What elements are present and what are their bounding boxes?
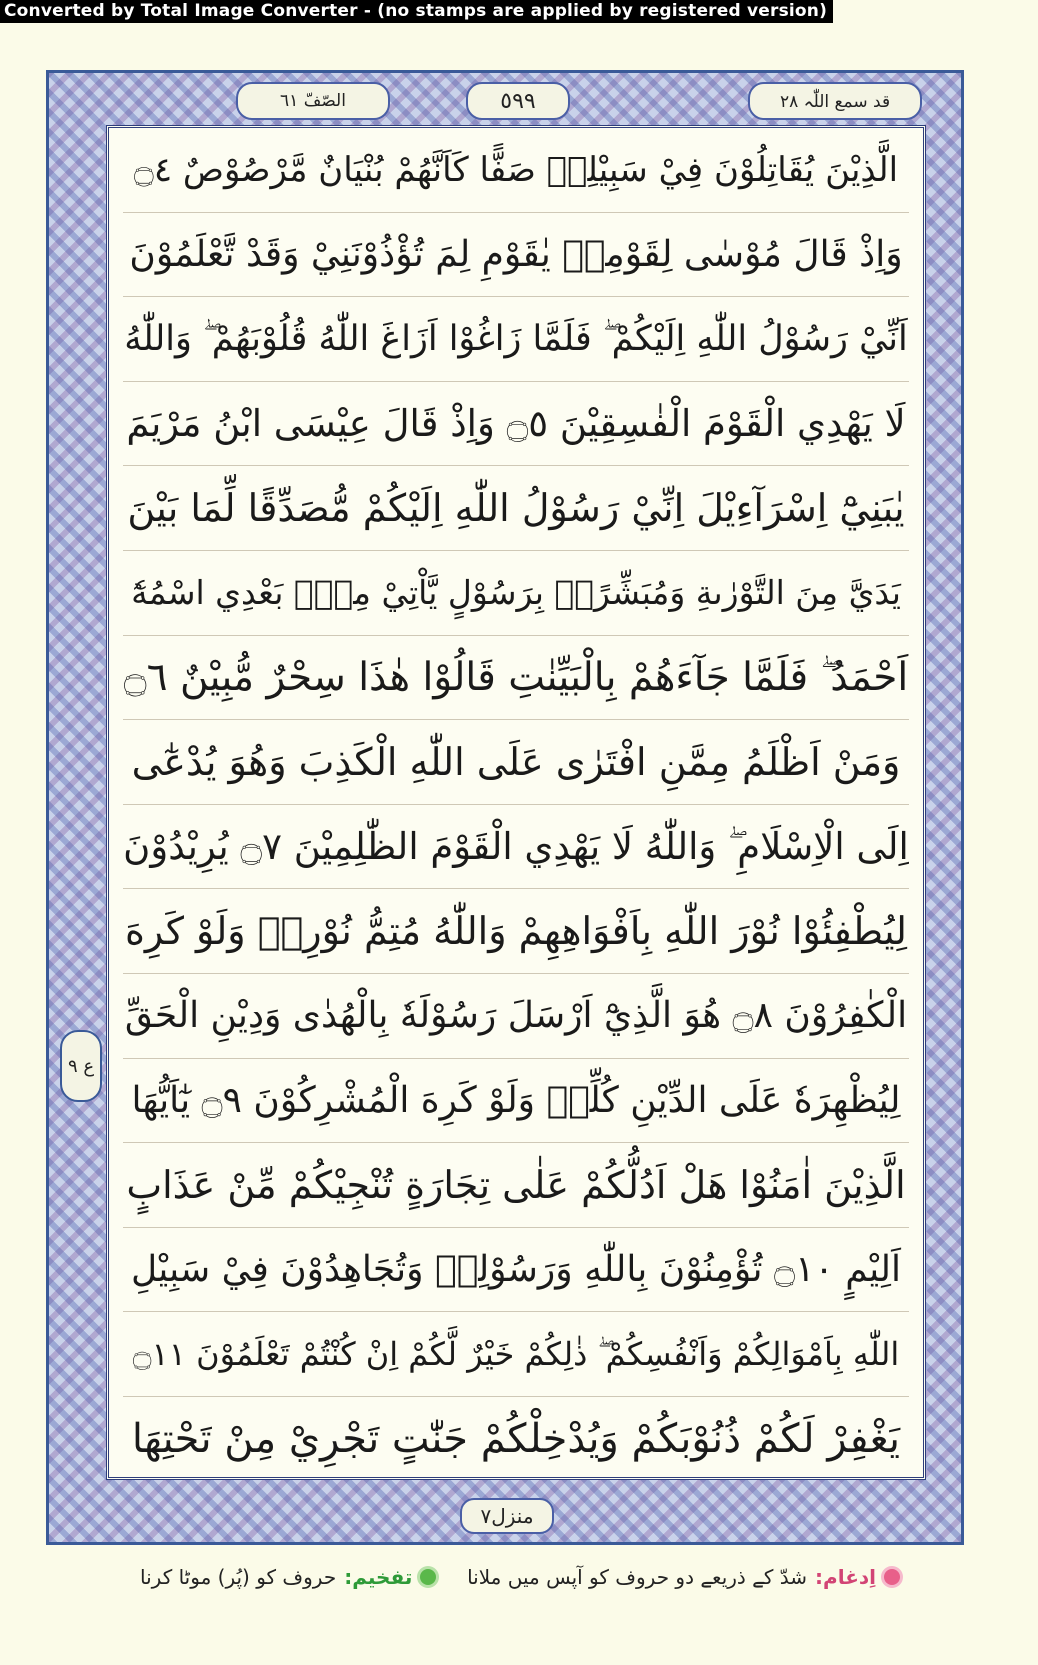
- text-line-content: الَّذِيْنَ يُقَاتِلُوْنَ فِيْ سَبِيْلِهٖ صَفًّا كَاَنَّهُمْ بُنْيَانٌ مَّرْصُوْصٌ ۝٤: [133, 150, 899, 191]
- legend-idgham-desc: شدّ کے ذریعے دو حروف کو آپس میں ملانا: [467, 1565, 808, 1589]
- quran-text-panel: [106, 125, 926, 1480]
- page-number: ٥٩٩: [466, 82, 570, 120]
- text-line: [123, 1059, 909, 1144]
- legend-idgham-term: اِدغام:: [815, 1565, 876, 1589]
- text-line-content: وَمَنْ اَظْلَمُ مِمَّنِ افْتَرٰى عَلَى اللّٰهِ الْكَذِبَ وَهُوَ يُدْعٰٓى: [131, 739, 901, 784]
- juz-label: قد سمع اللّٰہ ٢٨: [748, 82, 922, 120]
- text-line: [123, 805, 909, 890]
- text-line-content: يَدَيَّ مِنَ التَّوْرٰىةِ وَمُبَشِّرًاۢ بِرَسُوْلٍ يَّاْتِيْ مِنْۢ بَعْدِي اسْمُهٗٓ: [131, 573, 901, 613]
- manzil-label: منزل٧: [460, 1498, 554, 1534]
- text-line: [123, 1397, 909, 1482]
- text-line: [123, 636, 909, 721]
- text-line: [123, 466, 909, 551]
- text-line-content: يٰبَنِيْٓ اِسْرَآءِيْلَ اِنِّيْ رَسُوْلُ اللّٰهِ اِلَيْكُمْ مُّصَدِّقًا لِّمَا بَيْنَ: [127, 486, 905, 531]
- text-line-content: اَنِّيْ رَسُوْلُ اللّٰهِ اِلَيْكُمْ ۖ فَلَمَّا زَاغُوْا اَزَاغَ اللّٰهُ قُلُوْبَهُمْ ۖ وَاللّٰهُ: [124, 318, 908, 359]
- text-line-content: اللّٰهِ بِاَمْوَالِكُمْ وَاَنْفُسِكُمْ ۖ ذٰلِكُمْ خَيْرٌ لَّكُمْ اِنْ كُنْتُمْ تَعْلَمُوْنَ ۝١١: [132, 1334, 900, 1373]
- text-line: [123, 297, 909, 382]
- text-line-content: الْكٰفِرُوْنَ ۝٨ هُوَ الَّذِيْٓ اَرْسَلَ رَسُوْلَهٗ بِالْهُدٰى وَدِيْنِ الْحَقِّ: [124, 995, 908, 1037]
- text-line: [123, 551, 909, 636]
- text-line: [123, 1228, 909, 1313]
- text-line: [123, 382, 909, 467]
- text-line: [123, 889, 909, 974]
- converter-watermark: Converted by Total Image Converter - (no stamps are applied by registered version): [0, 0, 833, 23]
- green-flower-icon: [420, 1569, 436, 1585]
- ruku-marker: ع ٩: [60, 1030, 102, 1102]
- text-line-content: لِيُظْهِرَهٗ عَلَى الدِّيْنِ كُلِّهٖ وَلَوْ كَرِهَ الْمُشْرِكُوْنَ ۝٩ يٰٓاَيُّهَا: [131, 1079, 901, 1121]
- text-line: [123, 720, 909, 805]
- text-line-content: اِلَى الْاِسْلَامِ ۖ وَاللّٰهُ لَا يَهْدِي الْقَوْمَ الظّٰلِمِيْنَ ۝٧ يُرِيْدُوْنَ: [123, 824, 909, 868]
- text-line-content: الَّذِيْنَ اٰمَنُوْا هَلْ اَدُلُّكُمْ عَلٰى تِجَارَةٍ تُنْجِيْكُمْ مِّنْ عَذَابٍ: [126, 1162, 906, 1207]
- tajweed-legend: [140, 1560, 900, 1594]
- page-header: [56, 82, 952, 122]
- text-line: [123, 974, 909, 1059]
- text-line-content: يَغْفِرْ لَكُمْ ذُنُوْبَكُمْ وَيُدْخِلْكُمْ جَنّٰتٍ تَجْرِيْ مِنْ تَحْتِهَا: [131, 1416, 901, 1463]
- legend-tafkheem-desc: حروف کو (پُر) موٹا کرنا: [140, 1565, 337, 1589]
- text-line-content: لَا يَهْدِي الْقَوْمَ الْفٰسِقِيْنَ ۝٥ وَاِذْ قَالَ عِيْسَى ابْنُ مَرْيَمَ: [126, 402, 906, 446]
- text-line-content: لِيُطْفِئُوْا نُوْرَ اللّٰهِ بِاَفْوَاهِهِمْ وَاللّٰهُ مُتِمُّ نُوْرِهٖ وَلَوْ كَرِهَ: [125, 909, 907, 954]
- legend-idgham: [467, 1565, 900, 1589]
- text-line-content: اَلِيْمٍ ۝١٠ تُؤْمِنُوْنَ بِاللّٰهِ وَرَسُوْلِهٖ وَتُجَاهِدُوْنَ فِيْ سَبِيْلِ: [130, 1249, 902, 1291]
- text-line-content: وَاِذْ قَالَ مُوْسٰى لِقَوْمِهٖ يٰقَوْمِ لِمَ تُؤْذُوْنَنِيْ وَقَدْ تَّعْلَمُوْنَ: [129, 233, 903, 275]
- surah-label: الصّفّ ٦١: [236, 82, 390, 120]
- legend-tafkheem: [140, 1565, 436, 1589]
- legend-tafkheem-term: تفخیم:: [344, 1565, 413, 1589]
- text-line: [123, 1312, 909, 1397]
- text-line-content: اَحْمَدُ ۖ فَلَمَّا جَآءَهُمْ بِالْبَيِّنٰتِ قَالُوْا هٰذَا سِحْرٌ مُّبِيْنٌ ۝٦: [123, 654, 909, 700]
- text-line: [123, 213, 909, 298]
- pink-flower-icon: [884, 1569, 900, 1585]
- text-line: [123, 128, 909, 213]
- text-line: [123, 1143, 909, 1228]
